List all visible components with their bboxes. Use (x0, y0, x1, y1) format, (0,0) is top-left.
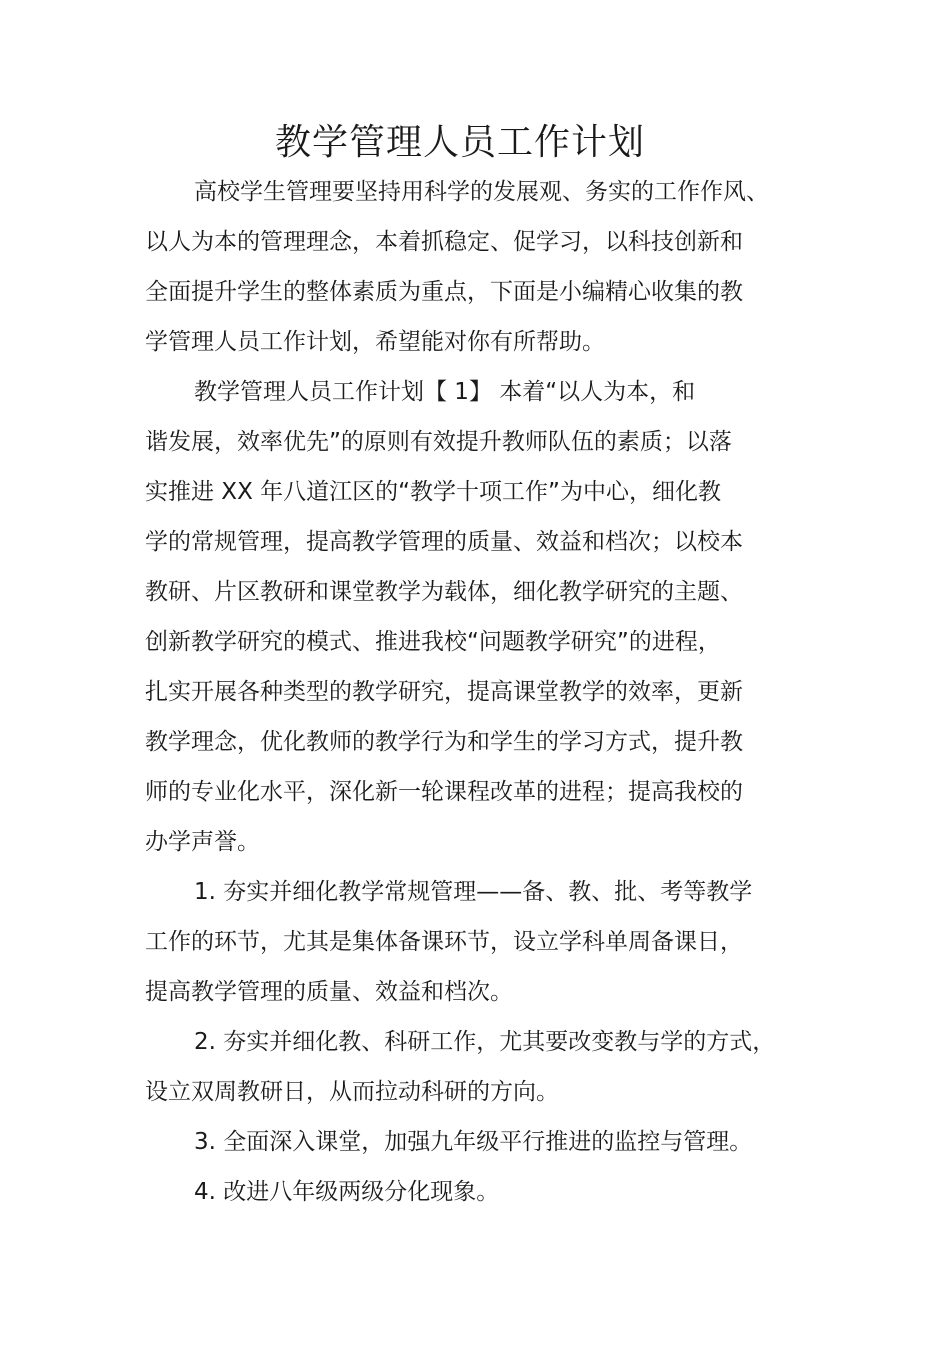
paragraph-2-line-9: 师的专业化水平，深化新一轮课程改革的进程；提高我校的 (145, 779, 743, 805)
paragraph-2-line-2: 谐发展，效率优先”的原则有效提升教师队伍的素质；以落 (145, 429, 732, 455)
paragraph-2-line-8: 教学理念，优化教师的教学行为和学生的学习方式，提升教 (145, 729, 743, 755)
list-item-3: 3. 全面深入课堂，加强九年级平行推进的监控与管理。 (194, 1129, 753, 1155)
paragraph-2-line-1: 教学管理人员工作计划【 1】 本着“以人为本，和 (194, 379, 696, 405)
paragraph-2-line-3: 实推进 XX 年八道江区的“教学十项工作”为中心，细化教 (145, 479, 721, 505)
list-item-1-line-3: 提高教学管理的质量、效益和档次。 (145, 979, 513, 1005)
list-item-1-line-1: 1. 夯实并细化教学常规管理——备、教、批、考等教学 (194, 879, 753, 905)
paragraph-2-line-6: 创新教学研究的模式、推进我校“问题教学研究”的进程， (145, 629, 721, 655)
paragraph-1-line-3: 全面提升学生的整体素质为重点，下面是小编精心收集的教 (145, 279, 743, 305)
paragraph-2-line-7: 扎实开展各种类型的教学研究，提高课堂教学的效率，更新 (145, 679, 743, 705)
list-item-1-line-2: 工作的环节，尤其是集体备课环节，设立学科单周备课日， (145, 929, 743, 955)
paragraph-2-line-4: 学的常规管理，提高教学管理的质量、效益和档次；以校本 (145, 529, 743, 555)
paragraph-1-line-4: 学管理人员工作计划，希望能对你有所帮助。 (145, 329, 605, 355)
document-title: 教学管理人员工作计划 (274, 122, 645, 163)
paragraph-2-line-10: 办学声誉。 (145, 829, 260, 855)
paragraph-1-line-1: 高校学生管理要坚持用科学的发展观、务实的工作作风、 (194, 179, 769, 205)
list-item-4: 4. 改进八年级两级分化现象。 (194, 1179, 500, 1205)
paragraph-2-line-5: 教研、片区教研和课堂教学为载体，细化教学研究的主题、 (145, 579, 743, 605)
paragraph-1-line-2: 以人为本的管理理念，本着抓稳定、促学习，以科技创新和 (145, 229, 743, 255)
list-item-2-line-2: 设立双周教研日，从而拉动科研的方向。 (145, 1079, 559, 1105)
list-item-2-line-1: 2. 夯实并细化教、科研工作，尤其要改变教与学的方式， (194, 1029, 776, 1055)
